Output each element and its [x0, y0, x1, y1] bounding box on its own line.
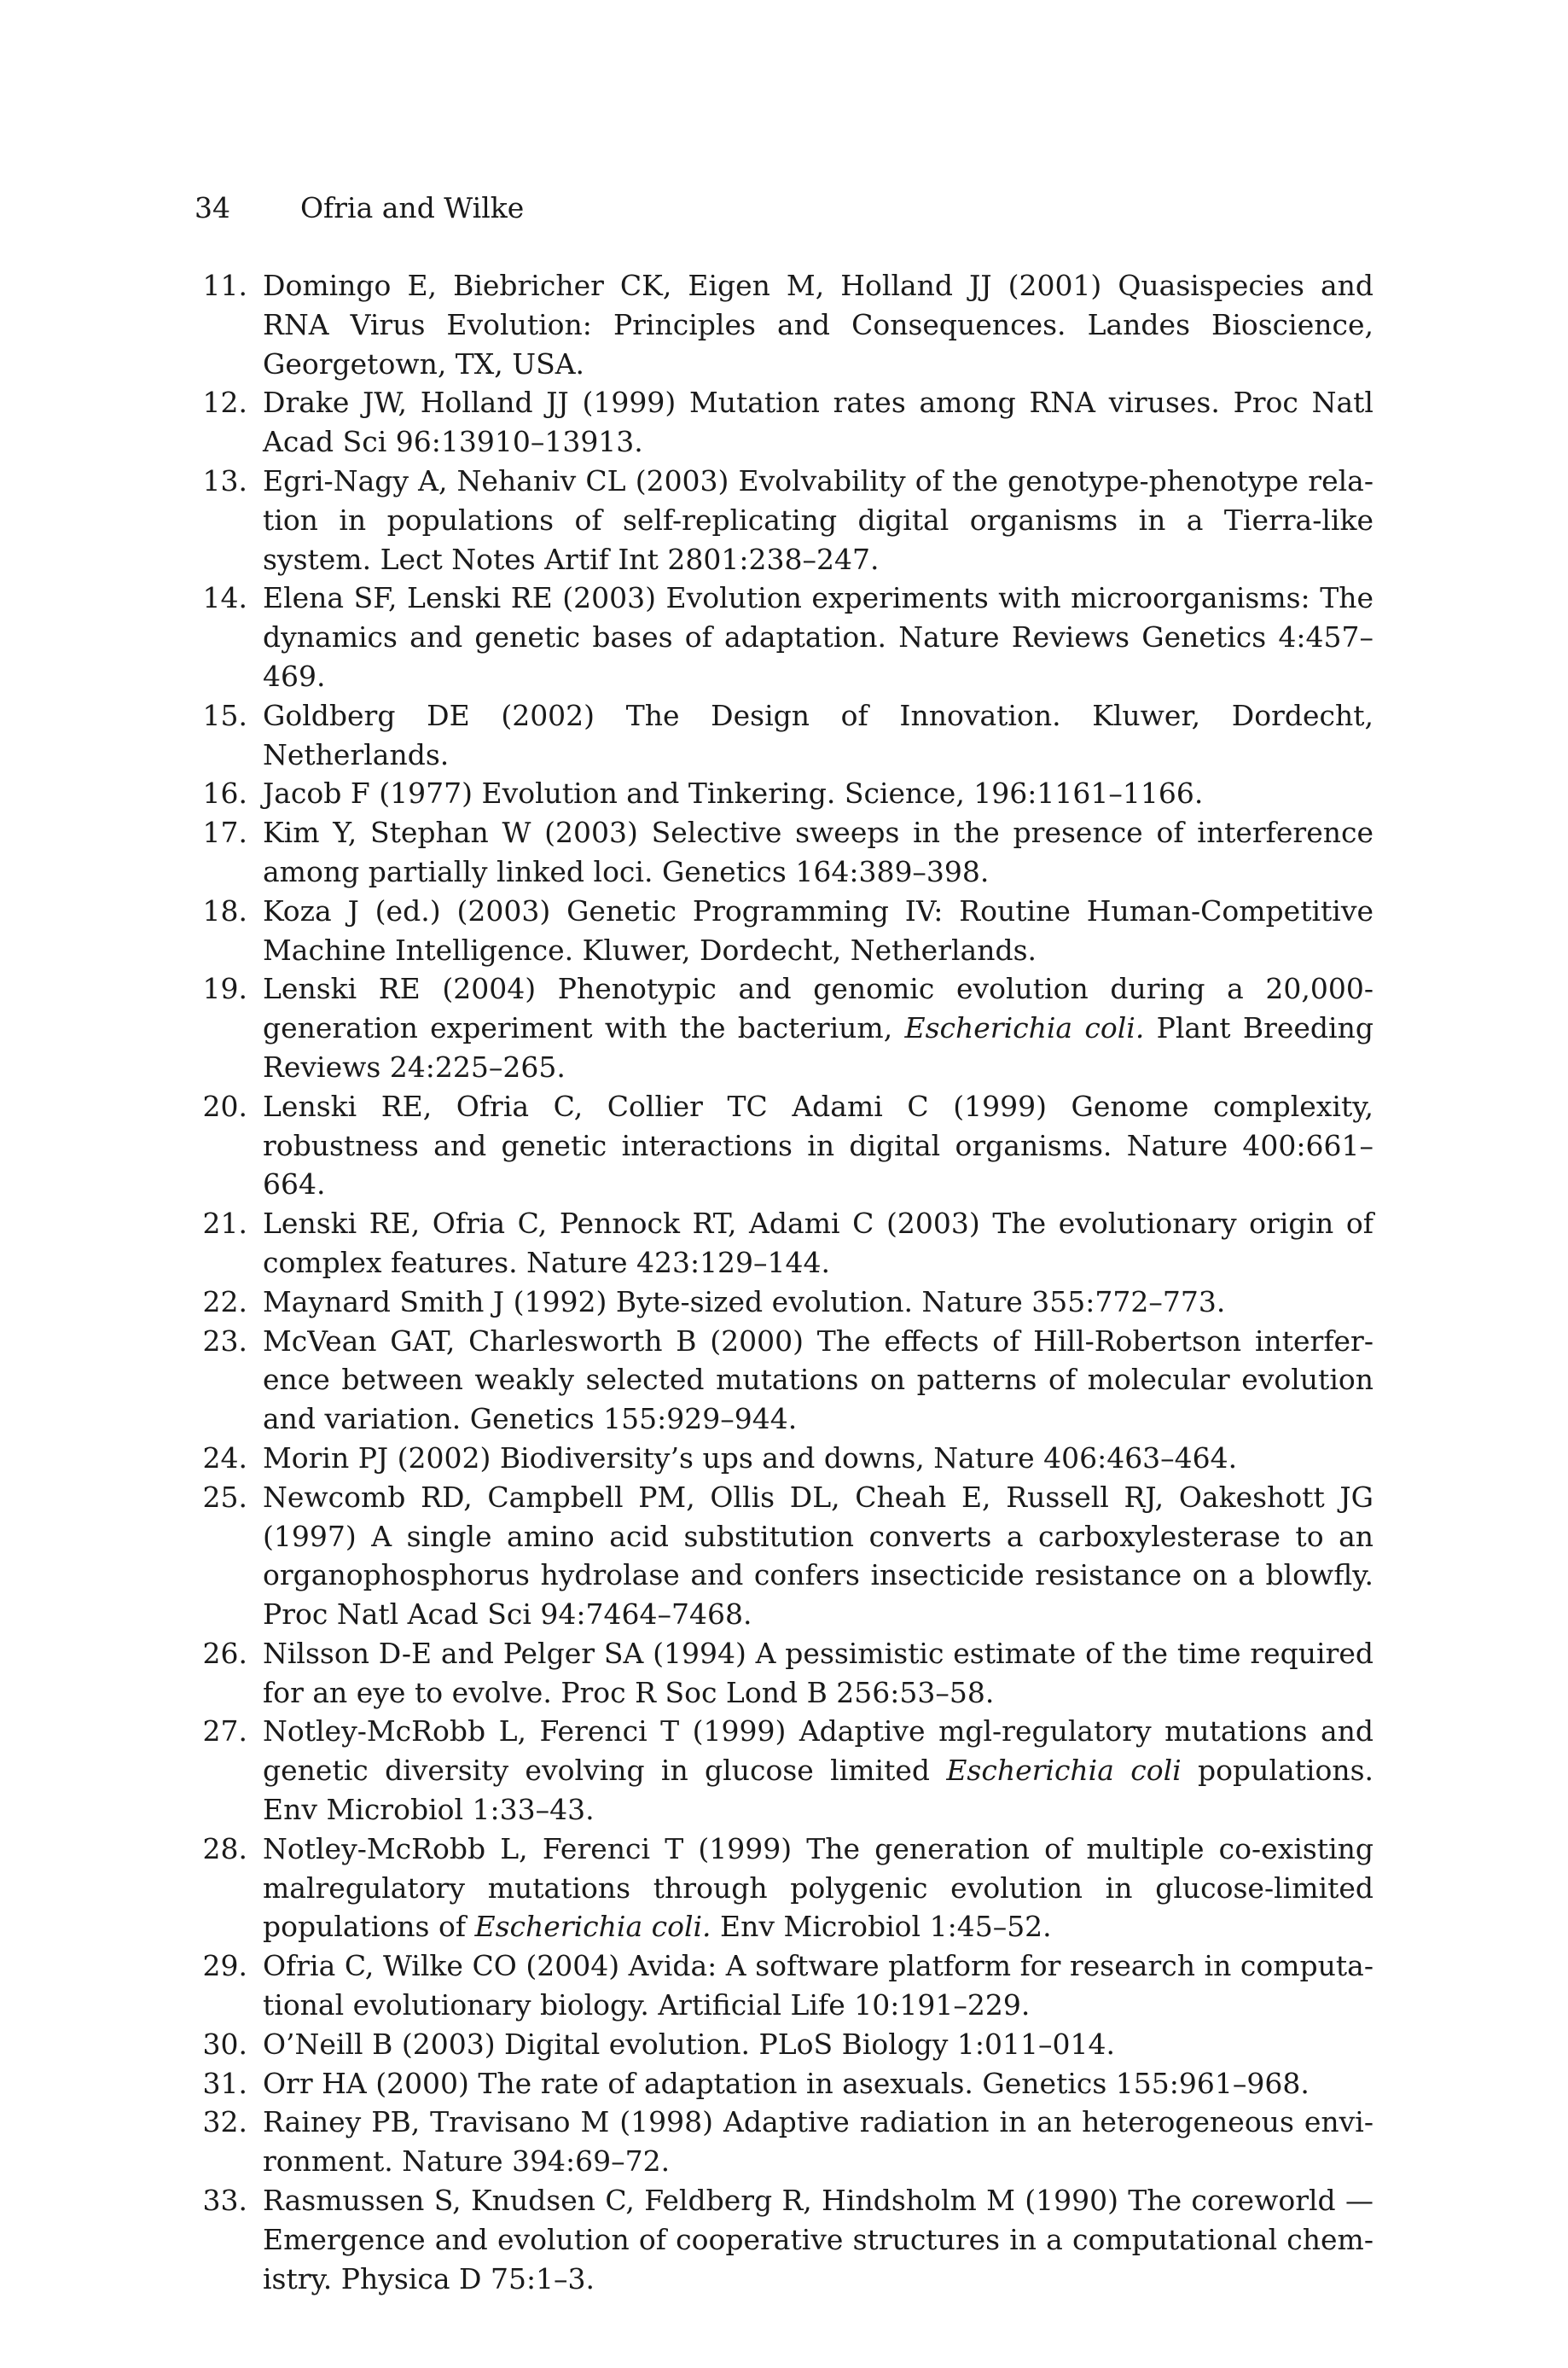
reference-entry [195, 1634, 1373, 1713]
reference-entry [195, 813, 1373, 892]
reference-text-segment: Elena SF, Lenski RE (2003) Evolution experiments with microorganisms: The dynamics and genetic bases of adaptation. Nature Reviews Genetics 4:457–469. [263, 581, 1373, 693]
reference-text [263, 1087, 1373, 1204]
reference-number: 28. [202, 1831, 247, 1865]
reference-text [263, 2064, 1373, 2103]
reference-number: 19. [202, 972, 247, 1006]
reference-entry [195, 2181, 1373, 2298]
reference-entry [195, 1712, 1373, 1829]
reference-text [263, 2025, 1373, 2064]
reference-text-segment: Goldberg DE (2002) The Design of Innovation. Kluwer, Dordecht, Netherlands. [263, 698, 1373, 771]
reference-text [263, 462, 1373, 579]
reference-number: 15. [202, 698, 247, 732]
reference-text-segment: Drake JW, Holland JJ (1999) Mutation rates among RNA viruses. Proc Natl Acad Sci 96:13910–13913. [263, 386, 1373, 459]
reference-text-segment: Koza J (ed.) (2003) Genetic Programming IV: Routine Human-Competitive Machine Intelligence. Kluwer, Dordecht, Netherlands. [263, 893, 1373, 967]
reference-text [263, 1204, 1373, 1283]
reference-text [263, 1283, 1373, 1322]
reference-entry [195, 579, 1373, 695]
italic-species-name: Escherichia coli. [904, 1011, 1145, 1045]
reference-number: 21. [202, 1207, 247, 1241]
reference-text [263, 1322, 1373, 1439]
reference-number: 12. [202, 386, 247, 420]
reference-number: 25. [202, 1480, 247, 1514]
reference-text-segment: Orr HA (2000) The rate of adaptation in asexuals. Genetics 155:961–968. [263, 2066, 1310, 2100]
reference-entry [195, 1830, 1373, 1946]
reference-text [263, 696, 1373, 775]
reference-text [263, 266, 1373, 383]
reference-number: 23. [202, 1324, 247, 1358]
reference-text [263, 1478, 1373, 1634]
reference-text-segment: Lenski RE, Ofria C, Pennock RT, Adami C (2003) The evolutionary origin of complex features. Nature 423:129–144. [263, 1207, 1373, 1279]
reference-number: 31. [202, 2066, 247, 2100]
reference-number: 26. [202, 1636, 247, 1670]
reference-entry [195, 1946, 1373, 2025]
reference-entry [195, 1283, 1373, 1322]
reference-list [195, 266, 1373, 2298]
reference-text-segment: Domingo E, Biebricher CK, Eigen M, Holland JJ (2001) Quasispecies and RNA Virus Evolution: Principles and Consequences. Landes Bioscience, Georgetown, TX, USA. [263, 269, 1373, 381]
reference-number: 30. [202, 2027, 247, 2061]
reference-entry [195, 892, 1373, 970]
reference-number: 33. [202, 2184, 247, 2218]
reference-number: 18. [202, 893, 247, 928]
reference-entry [195, 1322, 1373, 1439]
reference-number: 13. [202, 463, 247, 497]
reference-text-segment: Newcomb RD, Campbell PM, Ollis DL, Cheah E, Russell RJ, Oakeshott JG (1997) A single amino acid substitution converts a carboxylesterase to an organophosphorus hydrolase and confers insecticide resistance on a blowfly. Proc Natl Acad Sci 94:7464–7468. [263, 1480, 1373, 1632]
reference-entry [195, 774, 1373, 813]
reference-text-segment: Ofria C, Wilke CO (2004) Avida: A software platform for research in computational evolutionary biology. Artificial Life 10:191–229. [263, 1949, 1373, 2022]
reference-text [263, 1634, 1373, 1713]
reference-entry [195, 2025, 1373, 2064]
reference-text-segment: Egri-Nagy A, Nehaniv CL (2003) Evolvability of the genotype-phenotype relation in populations of self-replicating digital organisms in a Tierra-like system. Lect Notes Artif Int 2801:238–247. [263, 463, 1373, 576]
reference-text-segment: Plant Breeding Reviews 24:225–265. [263, 1011, 1373, 1084]
reference-text-segment: Morin PJ (2002) Biodiversity’s ups and downs, Nature 406:463–464. [263, 1440, 1238, 1475]
reference-entry [195, 2064, 1373, 2103]
reference-text [263, 579, 1373, 695]
reference-text [263, 1830, 1373, 1946]
reference-text-segment: Jacob F (1977) Evolution and Tinkering. Science, 196:1161–1166. [263, 777, 1204, 811]
reference-text-segment: Env Microbiol 1:45–52. [711, 1910, 1052, 1944]
italic-species-name: Escherichia coli. [474, 1910, 711, 1944]
running-title: Ofria and Wilke [300, 191, 525, 224]
reference-entry [195, 462, 1373, 579]
reference-number: 24. [202, 1440, 247, 1475]
reference-entry [195, 969, 1373, 1086]
reference-text-segment: O’Neill B (2003) Digital evolution. PLoS Biology 1:011–014. [263, 2027, 1116, 2061]
reference-text-segment: Notley-McRobb L, Ferenci T (1999) Adaptive mgl-regulatory mutations and genetic diversity evolving in glucose limited [263, 1714, 1373, 1788]
reference-entry [195, 383, 1373, 462]
reference-text [263, 2181, 1373, 2298]
reference-number: 27. [202, 1714, 247, 1748]
reference-entry [195, 1478, 1373, 1634]
reference-text-segment: Rainey PB, Travisano M (1998) Adaptive radiation in an heterogeneous environment. Nature 394:69–72. [263, 2105, 1373, 2179]
reference-number: 14. [202, 581, 247, 615]
reference-text-segment: Lenski RE, Ofria C, Collier TC Adami C (1999) Genome complexity, robustness and genetic interactions in digital organisms. Nature 400:661–664. [263, 1089, 1373, 1201]
reference-text [263, 969, 1373, 1086]
reference-text [263, 892, 1373, 970]
reference-entry [195, 1204, 1373, 1283]
reference-number: 17. [202, 816, 247, 850]
reference-text [263, 1946, 1373, 2025]
italic-species-name: Escherichia coli [946, 1754, 1182, 1788]
reference-text [263, 813, 1373, 892]
reference-text [263, 1712, 1373, 1829]
reference-text [263, 383, 1373, 462]
reference-text-segment: Notley-McRobb L, Ferenci T (1999) The generation of multiple co-existing malregulatory mutations through polygenic evolution in glucose-limited populations of [263, 1831, 1373, 1944]
reference-text-segment: Kim Y, Stephan W (2003) Selective sweeps in the presence of interference among partially linked loci. Genetics 164:389–398. [263, 816, 1373, 888]
reference-number: 11. [202, 269, 247, 302]
running-head [195, 189, 524, 227]
reference-entry [195, 266, 1373, 383]
reference-text [263, 2103, 1373, 2181]
reference-text-segment: Maynard Smith J (1992) Byte-sized evolution. Nature 355:772–773. [263, 1284, 1226, 1318]
page-number: 34 [195, 191, 230, 224]
reference-number: 32. [202, 2105, 247, 2139]
reference-text-segment: McVean GAT, Charlesworth B (2000) The effects of Hill-Robertson interference between weakly selected mutations on patterns of molecular evolution and variation. Genetics 155:929–944. [263, 1324, 1373, 1436]
reference-text-segment: Rasmussen S, Knudsen C, Feldberg R, Hindsholm M (1990) The coreworld — Emergence and evolution of cooperative structures in a computational chemistry. Physica D 75:1–3. [263, 2184, 1373, 2295]
reference-entry [195, 1087, 1373, 1204]
reference-number: 29. [202, 1949, 247, 1983]
reference-entry [195, 696, 1373, 775]
reference-text-segment: Lenski RE (2004) Phenotypic and genomic evolution during a 20,000-generation experiment with the bacterium, [263, 972, 1373, 1045]
reference-entry [195, 2103, 1373, 2181]
reference-number: 20. [202, 1089, 247, 1123]
reference-number: 16. [202, 777, 247, 811]
reference-text-segment: Nilsson D-E and Pelger SA (1994) A pessimistic estimate of the time required for an eye to evolve. Proc R Soc Lond B 256:53–58. [263, 1636, 1373, 1709]
reference-text [263, 1439, 1373, 1478]
reference-text [263, 774, 1373, 813]
reference-entry [195, 1439, 1373, 1478]
reference-text-segment: populations. Env Microbiol 1:33–43. [263, 1754, 1373, 1827]
reference-number: 22. [202, 1284, 247, 1318]
